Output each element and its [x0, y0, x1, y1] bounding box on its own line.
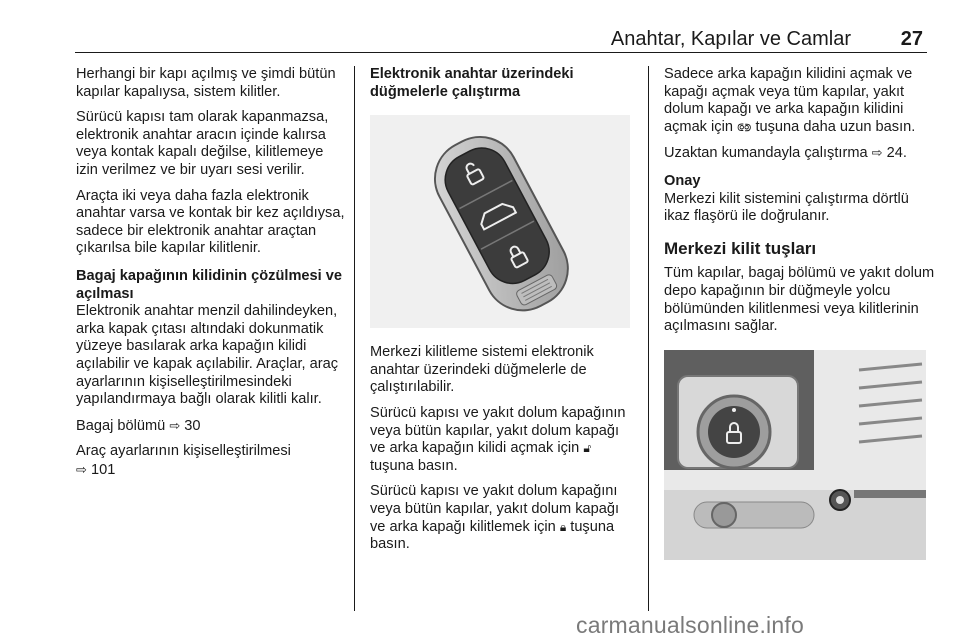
- paragraph: Tüm kapılar, bagaj bölümü ve yakıt dolum depo kapağının bir düğmeyle yolcu bölümünden kilitlenmesi veya kilitlerinin açılmasını sağlar.: [664, 265, 935, 335]
- unlock-icon: 🔓︎: [583, 441, 592, 456]
- section-subheading: Onay: [664, 172, 701, 189]
- column-divider: [354, 66, 355, 611]
- watermark: carmanualsonline.info: [576, 612, 804, 638]
- paragraph: Sürücü kapısı ve yakıt dolum kapağının veya bütün kapılar, yakıt dolum kapağı ve arka kapağın kilidi açmak için 🔓︎ tuşuna basın.: [370, 404, 626, 474]
- page-header: [75, 26, 927, 53]
- reference-text: Bagaj bölümü: [76, 417, 166, 434]
- paragraph: Sadece arka kapağın kilidini açmak ve kapağı açmak veya tüm kapılar, yakıt dolum kapağı ve arka kapağın kilidini açmak için ⟃⟄ tuşuna daha uzun basın.: [664, 66, 916, 135]
- central-lock-button-icon: [664, 350, 926, 560]
- paragraph: Araçta iki veya daha fazla elektronik anahtar varsa ve kontak bir kez açıldıysa, sadece bir elektronik anahtar araçtan çıkarılsa bile kapılar kilitlenir.: [76, 187, 345, 257]
- paragraph: Herhangi bir kapı açılmış ve şimdi bütün kapılar kapalıysa, sistem kilitler.: [76, 66, 336, 100]
- column-1: [76, 66, 346, 487]
- column-divider: [648, 66, 649, 611]
- cross-reference[interactable]: Uzaktan kumandayla çalıştırma ⇨ 24.: [664, 145, 907, 162]
- cross-reference[interactable]: [76, 417, 346, 436]
- tailgate-icon: ⟃⟄: [737, 119, 752, 134]
- reference-arrow-icon: ⇨: [169, 417, 181, 433]
- reference-page: 30: [184, 417, 201, 434]
- reference-page: 101: [90, 461, 116, 478]
- section-heading: Merkezi kilit tuşları: [664, 238, 817, 258]
- column-2: [370, 66, 632, 562]
- lock-icon: 🔒︎: [559, 519, 567, 534]
- key-fob-icon: [370, 115, 630, 328]
- column-3: [664, 66, 936, 560]
- paragraph: Merkezi kilit sistemini çalıştırma dörtlü ikaz flaşörü ile doğrulanır.: [664, 190, 909, 225]
- cross-reference[interactable]: [76, 443, 346, 479]
- paragraph: Sürücü kapısı tam olarak kapanmazsa, elektronik anahtar aracın içinde kalırsa veya kontak kapalı değilse, kilitlemeye izin verilmez ve bir uyarı sesi verilir.: [76, 109, 329, 178]
- dashboard-lock-button-illustration: [664, 350, 926, 560]
- paragraph: Elektronik anahtar menzil dahilindeyken, arka kapak çıtası altındaki dokunmatik yüzeye basılarak arka kapağın kilidi açılabilir ve kapak açılabilir. Araçlar, araç ayarlarının kişiselleştirilmesindeki yapılandırmaya bağlı olarak kilitli kalır.: [76, 303, 338, 408]
- page-number: 27: [900, 28, 923, 50]
- paragraph: Sürücü kapısı ve yakıt dolum kapağını veya bütün kapılar, yakıt dolum kapağı ve arka kapağı kilitlemek için 🔒︎ tuşuna basın.: [370, 483, 620, 553]
- paragraph: Merkezi kilitleme sistemi elektronik anahtar üzerindeki düğmelerle de çalıştırılabilir.: [370, 344, 594, 396]
- reference-text: Araç ayarlarının kişiselleştirilmesi: [76, 443, 291, 460]
- reference-arrow-icon: ⇨: [871, 145, 883, 161]
- section-subheading: Bagaj kapağının kilidinin çözülmesi ve açılması: [76, 267, 343, 302]
- section-subheading: Elektronik anahtar üzerindeki düğmelerle çalıştırma: [370, 66, 574, 100]
- electronic-key-illustration: [370, 115, 630, 328]
- reference-arrow-icon: ⇨: [76, 461, 87, 477]
- page-title: Anahtar, Kapılar ve Camlar: [610, 28, 851, 50]
